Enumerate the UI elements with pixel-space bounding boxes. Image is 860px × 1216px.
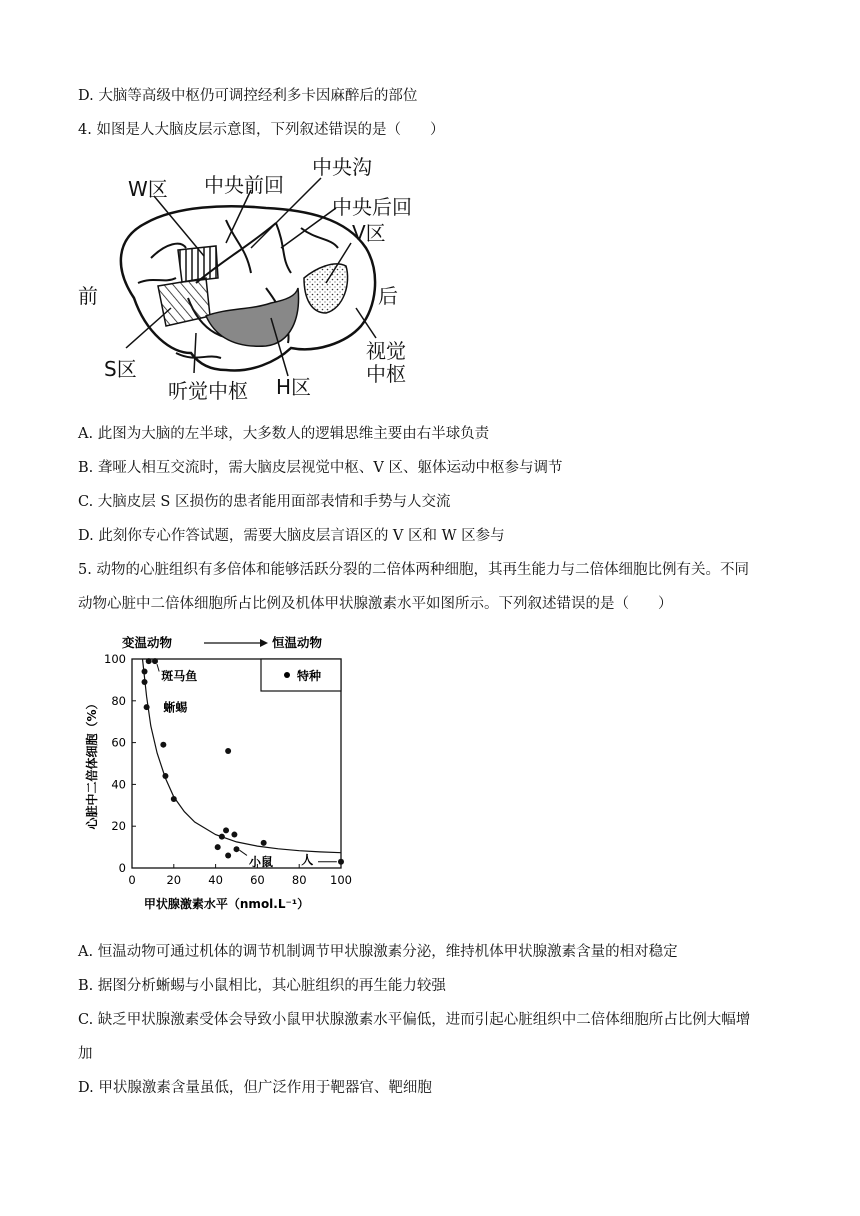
precentral-label: 中央前回 [204, 173, 284, 197]
data-point [146, 658, 152, 664]
option-5a: A. 恒温动物可通过机体的调节机制调节甲状腺激素分泌，维持机体甲状腺激素含量的相对稳定 [78, 944, 678, 960]
option-4b: B. 聋哑人相互交流时，需大脑皮层视觉中枢、V 区、躯体运动中枢参与调节 [78, 460, 563, 476]
annotation-human: 人 [301, 852, 314, 867]
annotation-lizard: 蜥蜴 [163, 700, 188, 715]
y-axis-label: 心脏中二倍体细胞（%） [85, 697, 99, 830]
h-label: H区 [276, 375, 312, 399]
data-point [231, 832, 237, 838]
front-label: 前 [78, 284, 98, 308]
auditory-label: 听觉中枢 [168, 379, 248, 403]
postcentral-label: 中央后回 [332, 195, 412, 219]
question-5-line-2: 动物心脏中二倍体细胞所占比例及机体甲状腺激素水平如图所示。下列叙述错误的是（ ） [78, 596, 673, 612]
data-point [162, 773, 168, 779]
x-tick-label: 100 [330, 873, 352, 887]
scatter-chart [82, 632, 372, 917]
y-tick-label: 40 [111, 777, 126, 792]
x-axis-label: 甲状腺激素水平（nmol.L⁻¹） [143, 897, 310, 911]
w-area [178, 246, 218, 282]
w-label: W区 [128, 177, 168, 201]
x-tick-label: 20 [166, 873, 182, 887]
s-label: S区 [104, 357, 137, 381]
data-point [223, 827, 229, 833]
y-tick-label: 100 [104, 652, 126, 666]
y-tick-label: 0 [118, 861, 126, 875]
y-tick-label: 80 [111, 693, 126, 708]
option-5c-cont: 加 [78, 1046, 93, 1062]
top-label-right: 恒温动物 [272, 635, 323, 650]
x-tick-label: 80 [291, 873, 307, 887]
question-4: 4. 如图是人大脑皮层示意图，下列叙述错误的是（ ） [78, 122, 445, 138]
x-tick-label: 40 [208, 873, 223, 887]
sulcus-label: 中央沟 [312, 155, 372, 179]
option-4d: D. 此刻你专心作答试题，需要大脑皮层言语区的 V 区和 W 区参与 [78, 528, 505, 544]
data-point [219, 834, 225, 840]
data-point [261, 840, 267, 846]
top-label-left: 变温动物 [122, 635, 173, 650]
data-point [160, 742, 166, 748]
legend-marker [284, 672, 290, 678]
data-point [234, 846, 240, 852]
question-5-line-1: 5. 动物的心脏组织有多倍体和能够活跃分裂的二倍体两种细胞，其再生能力与二倍体细胞比例有关。不同 [78, 562, 749, 578]
option-5c: C. 缺乏甲状腺激素受体会导致小鼠甲状腺激素水平偏低，进而引起心脏组织中二倍体细胞所占比例大幅增 [78, 1012, 751, 1028]
top-arrow-head [260, 639, 268, 647]
back-label: 后 [378, 284, 398, 308]
v-label: V区 [352, 221, 386, 245]
option-4a: A. 此图为大脑的左半球，大多数人的逻辑思维主要由右半球负责 [78, 426, 490, 442]
annotation-mouse: 小鼠 [249, 854, 274, 869]
brain-diagram [76, 148, 426, 410]
data-point [225, 852, 231, 858]
x-tick-label: 0 [128, 873, 136, 887]
y-tick-label: 60 [111, 735, 126, 750]
data-point [152, 658, 158, 664]
annotation-zebrafish: 斑马鱼 [161, 668, 198, 683]
option-5d: D. 甲状腺激素含量虽低，但广泛作用于靶器官、靶细胞 [78, 1080, 432, 1096]
data-point [225, 748, 231, 754]
visual-label-2: 中枢 [366, 362, 406, 386]
data-point [142, 679, 148, 685]
mouse-leader [240, 850, 247, 855]
legend-label: 特种 [297, 669, 322, 683]
x-tick-label: 60 [250, 873, 265, 887]
option-4c: C. 大脑皮层 S 区损伤的患者能用面部表情和手势与人交流 [78, 494, 451, 510]
data-point [144, 704, 150, 710]
visual-label-1: 视觉 [366, 339, 406, 363]
line-1: D. 大脑等高级中枢仍可调控经利多卡因麻醉后的部位 [78, 88, 418, 104]
y-tick-label: 20 [111, 819, 126, 834]
data-point [215, 844, 221, 850]
zebrafish-leader [157, 664, 159, 671]
data-point [142, 669, 148, 675]
data-point [171, 796, 177, 802]
option-5b: B. 据图分析蜥蜴与小鼠相比，其心脏组织的再生能力较强 [78, 978, 446, 994]
data-point [338, 859, 344, 865]
